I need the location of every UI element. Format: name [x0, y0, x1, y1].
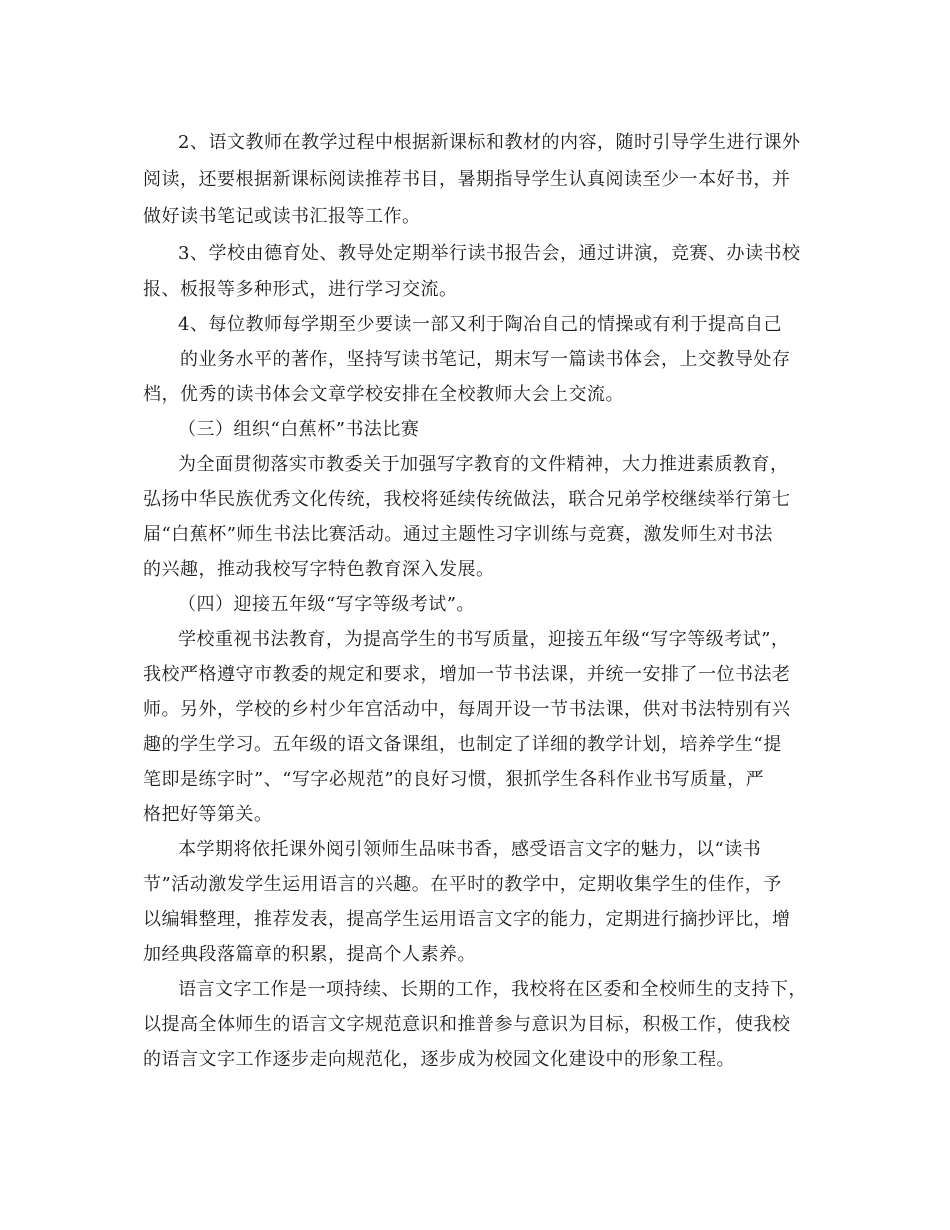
paragraph-line: 节”活动激发学生运用语言的兴趣。在平时的教学中，定期收集学生的佳作，予 [143, 874, 782, 895]
paragraph-line: 报、板报等多种形式，进行学习交流。 [143, 279, 458, 300]
paragraph-line: 语言文字工作是一项持续、长期的工作，我校将在区委和全校师生的支持下， [178, 979, 807, 1000]
paragraph-line: 弘扬中华民族优秀文化传统，我校将延续传统做法，联合兄弟学校继续举行第七 [143, 489, 791, 510]
paragraph-line: 趣的学生学习。五年级的语文备课组，也制定了详细的教学计划，培养学生“提 [143, 734, 782, 755]
paragraph-line: 的业务水平的著作，坚持写读书笔记，期末写一篇读书体会，上交教导处存 [180, 349, 791, 370]
paragraph-line: 阅读，还要根据新课标阅读推荐书目，暑期指导学生认真阅读至少一本好书，并 [143, 169, 791, 190]
paragraph-line: 格把好等第关。 [143, 804, 273, 825]
paragraph-line: 师。另外，学校的乡村少年宫活动中，每周开设一节书法课，供对书法特别有兴 [143, 699, 791, 720]
paragraph-line: 的兴趣，推动我校写字特色教育深入发展。 [143, 559, 495, 580]
paragraph-line: 届“白蕉杯”师生书法比赛活动。通过主题性习字训练与竞赛，激发师生对书法 [143, 524, 773, 545]
paragraph-line: 本学期将依托课外阅引领师生品味书香，感受语言文字的魅力，以“读书 [178, 839, 762, 860]
paragraph-line: 以提高全体师生的语言文字规范意识和推普参与意识为目标，积极工作，使我校 [143, 1014, 791, 1035]
paragraph-line: 档，优秀的读书体会文章学校安排在全校教师大会上交流。 [143, 384, 624, 405]
section-heading: （三）组织“白蕉杯”书法比赛 [178, 419, 420, 440]
paragraph-line: 做好读书笔记或读书汇报等工作。 [143, 206, 421, 227]
section-heading: （四）迎接五年级“写字等级考试”。 [178, 594, 475, 615]
paragraph-line: 为全面贯彻落实市教委关于加强写字教育的文件精神，大力推进素质教育， [178, 454, 789, 475]
paragraph-line: 以编辑整理，推荐发表，提高学生运用语言文字的能力，定期进行摘抄评比，增 [143, 909, 791, 930]
paragraph-line: 笔即是练字时”、“写字必规范”的良好习惯，狠抓学生各科作业书写质量，严 [143, 769, 765, 790]
paragraph-line: 的语言文字工作逐步走向规范化，逐步成为校园文化建设中的形象工程。 [143, 1049, 735, 1070]
paragraph-line: 4、每位教师每学期至少要读一部又利于陶冶自己的情操或有利于提高自己 [178, 314, 782, 335]
paragraph-line: 学校重视书法教育，为提高学生的书写质量，迎接五年级“写字等级考试”， [178, 629, 790, 650]
paragraph-line: 3、学校由德育处、教导处定期举行读书报告会，通过讲演，竞赛、办读书校 [178, 243, 801, 264]
paragraph-line: 我校严格遵守市教委的规定和要求，增加一节书法课，并统一安排了一位书法老 [143, 664, 791, 685]
paragraph-line: 加经典段落篇章的积累，提高个人素养。 [143, 944, 476, 965]
paragraph-line: 2、语文教师在教学过程中根据新课标和教材的内容，随时引导学生进行课外 [178, 132, 801, 153]
